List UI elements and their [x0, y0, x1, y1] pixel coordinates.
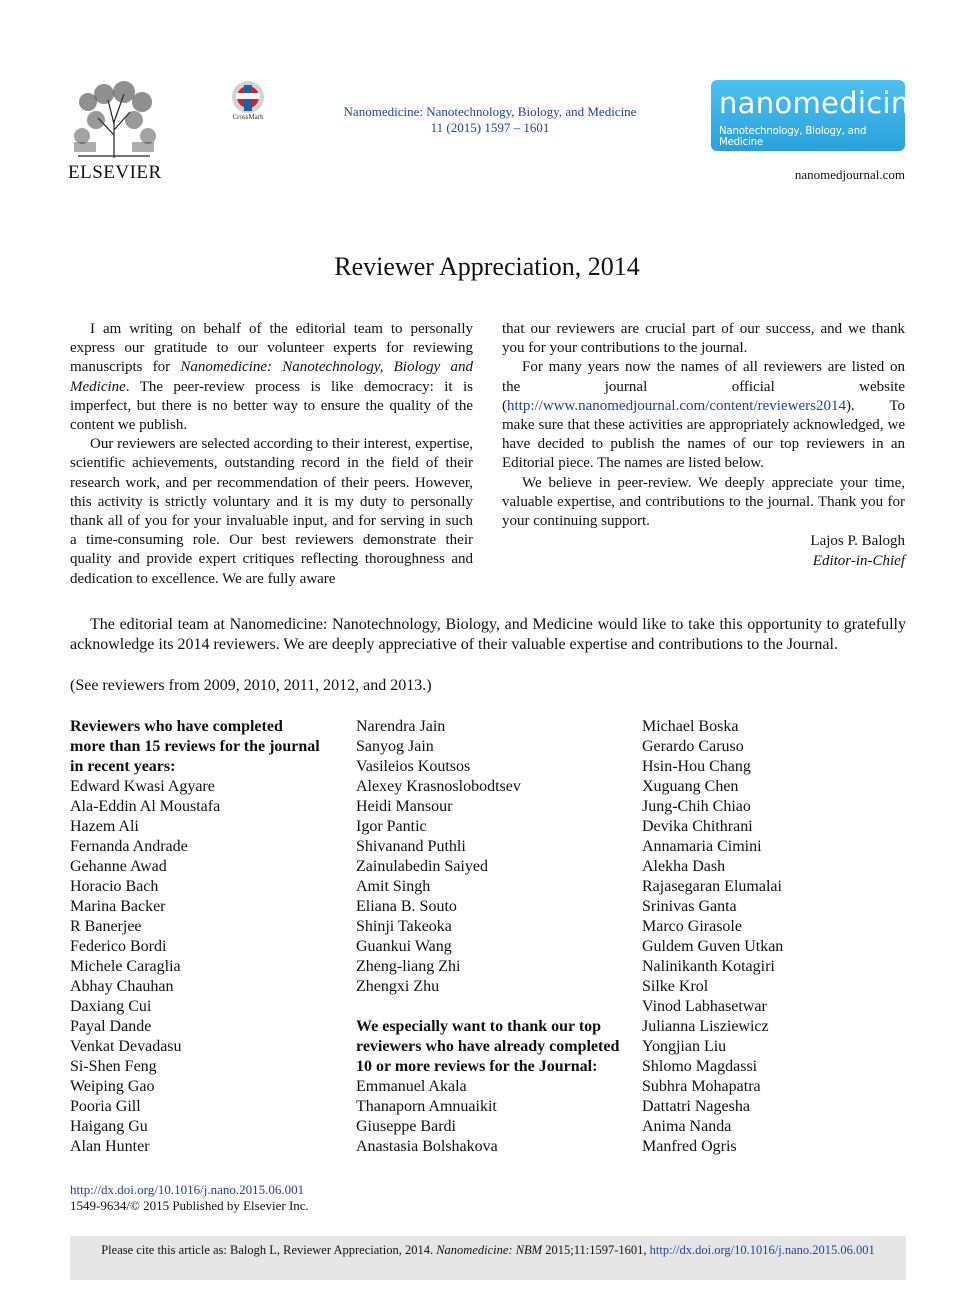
- reviewer-name: Si-Shen Feng: [70, 1058, 157, 1075]
- intro-paragraph-3: For many years now the names of all reviewers are listed on the journal official website (http://www.nanomedjournal.com/content/reviewers2014). To make sure that these activities are appropriately acknowledged, we have decided to publish the names of our top reviewers in an Editorial piece. The names are listed below.: [502, 359, 905, 472]
- intro-left-column: [70, 320, 473, 589]
- reviewer-name: Michael Boska: [642, 718, 739, 735]
- reviewer-heading-15plus: Reviewers who have completed more than 15 reviews for the journal in recent years:: [70, 718, 320, 775]
- reviewer-name: Anastasia Bolshakova: [356, 1138, 498, 1155]
- reviewer-name: Abhay Chauhan: [70, 978, 174, 995]
- reviewer-name: Federico Bordi: [70, 938, 167, 955]
- issn-copyright: 1549-9634/© 2015 Published by Elsevier Inc.: [70, 1198, 309, 1213]
- reviewer-name: Nalinikanth Kotagiri: [642, 958, 775, 975]
- reviewer-name: Julianna Lisziewicz: [642, 1018, 769, 1035]
- reviewer-name: Annamaria Cimini: [642, 838, 762, 855]
- intro-paragraph-2-continued: that our reviewers are crucial part of our success, and we thank you for your contributions to the journal.: [502, 321, 905, 357]
- reviewer-name: Alan Hunter: [70, 1138, 150, 1155]
- reviewer-name: Haigang Gu: [70, 1118, 148, 1135]
- reviewer-name: Zheng-liang Zhi: [356, 958, 461, 975]
- reviewer-name: Sanyog Jain: [356, 738, 434, 755]
- reviewer-list-column-1: [70, 717, 320, 1157]
- citation-doi-link[interactable]: http://dx.doi.org/10.1016/j.nano.2015.06.001: [649, 1243, 875, 1257]
- crossmark-label: CrossMark: [232, 113, 264, 121]
- reviewer-name: Payal Dande: [70, 1018, 152, 1035]
- intro-paragraph-1: I am writing on behalf of the editorial team to personally express our gratitude to our volunteer experts for reviewing manuscripts for Nanomedicine: Nanotechnology, Biology and Medicine. The peer-review process is like democracy: it is imperfect, but there is no better way to ensure the quality of the content we publish.: [70, 321, 473, 434]
- reviewer-name: Jung-Chih Chiao: [642, 798, 751, 815]
- reviewer-name: Marco Girasole: [642, 918, 742, 935]
- reviewer-name: Gerardo Caruso: [642, 738, 744, 755]
- reviewer-name: Guankui Wang: [356, 938, 452, 955]
- reviewer-name: Weiping Gao: [70, 1078, 155, 1095]
- reviewer-name: Pooria Gill: [70, 1098, 141, 1115]
- reviewer-name: Venkat Devadasu: [70, 1038, 182, 1055]
- intro-paragraph-2: Our reviewers are selected according to their interest, expertise, scientific achievements, outstanding record in the field of their research work, and per recommendation of their peers. However, this activity is strictly voluntary and it is my duty to personally thank all of you for your invaluable input, and for serving in such a time-consuming role. Our best reviewers demonstrate their quality and provide expert critiques reflecting thoroughness and dedication to excellence. We are fully aware: [70, 436, 473, 587]
- doi-link[interactable]: http://dx.doi.org/10.1016/j.nano.2015.06.001: [70, 1182, 305, 1197]
- signer-title: Editor-in-Chief: [812, 553, 905, 569]
- reviewer-name: Ala-Eddin Al Moustafa: [70, 798, 221, 815]
- reviewer-name: Daxiang Cui: [70, 998, 152, 1015]
- reviewer-name: Gehanne Awad: [70, 858, 167, 875]
- reviewer-name: Igor Pantic: [356, 818, 427, 835]
- reviewer-name: Zhengxi Zhu: [356, 978, 440, 995]
- reviewer-name: R Banerjee: [70, 918, 142, 935]
- reviewer-name: Hsin-Hou Chang: [642, 758, 751, 775]
- banner-title: nanomedicine: [719, 86, 928, 120]
- reviewer-list-column-3: [642, 717, 902, 1157]
- reviewer-name: Alekha Dash: [642, 858, 726, 875]
- reviewer-name: Silke Krol: [642, 978, 709, 995]
- reviewer-name: Emmanuel Akala: [356, 1078, 467, 1095]
- reviewer-name: Shlomo Magdassi: [642, 1058, 758, 1075]
- reviewer-name: Rajasegaran Elumalai: [642, 878, 782, 895]
- reviewer-name: Shinji Takeoka: [356, 918, 452, 935]
- acknowledgement-paragraph: The editorial team at Nanomedicine: Nanotechnology, Biology, and Medicine would like to take this opportunity to gratefully acknowledge its 2014 reviewers. We are deeply appreciative of their valuable expertise and contributions to the Journal.: [70, 616, 906, 653]
- signature: [700, 531, 905, 571]
- journal-banner[interactable]: [711, 80, 928, 151]
- reviewer-name: Horacio Bach: [70, 878, 159, 895]
- journal-website[interactable]: nanomedjournal.com: [794, 167, 905, 182]
- reviewer-name: Devika Chithrani: [642, 818, 753, 835]
- journal-name[interactable]: Nanomedicine: Nanotechnology, Biology, and Medicine: [343, 104, 637, 119]
- reviewer-name: Dattatri Nagesha: [642, 1098, 750, 1115]
- reviewer-name: Shivanand Puthli: [356, 838, 466, 855]
- citation-bar: Please cite this article as: Balogh L, Reviewer Appreciation, 2014. Nanomedicine: NBM 2015;11:1597-1601, http://dx.doi.org/10.1016/j.nano.2015.06.001: [70, 1236, 906, 1280]
- reviewer-name: Michele Caraglia: [70, 958, 181, 975]
- intro-paragraph-4: We believe in peer-review. We deeply appreciate your time, valuable expertise, and contributions to the journal. Thank you for your continuing support.: [502, 474, 905, 530]
- previous-reviewers-note: (See reviewers from 2009, 2010, 2011, 2012, and 2013.): [70, 677, 432, 694]
- reviewer-name: Eliana B. Souto: [356, 898, 457, 915]
- signer-name: Lajos P. Balogh: [810, 533, 905, 549]
- reviewer-name: Alexey Krasnoslobodtsev: [356, 778, 521, 795]
- reviewer-list-column-2: [356, 717, 626, 1157]
- intro-right-column: [502, 320, 905, 531]
- journal-issue[interactable]: 11 (2015) 1597 – 1601: [430, 120, 550, 135]
- reviewer-name: Vinod Labhasetwar: [642, 998, 767, 1015]
- reviewer-name: Anima Nanda: [642, 1118, 732, 1135]
- reviewer-name: Giuseppe Bardi: [356, 1118, 456, 1135]
- reviewer-name: Heidi Mansour: [356, 798, 453, 815]
- reviewer-name: Marina Backer: [70, 898, 166, 915]
- reviewer-name: Zainulabedin Saiyed: [356, 858, 488, 875]
- reviewer-name: Manfred Ogris: [642, 1138, 737, 1155]
- publisher-name: ELSEVIER: [68, 162, 162, 183]
- reviewer-heading-10plus: We especially want to thank our top reviewers who have already completed 10 or more reviews for the Journal:: [356, 1018, 620, 1075]
- reviewer-name: Vasileios Koutsos: [356, 758, 471, 775]
- reviewer-name: Narendra Jain: [356, 718, 446, 735]
- reviewer-name: Hazem Ali: [70, 818, 139, 835]
- reviewer-name: Thanaporn Amnuaikit: [356, 1098, 497, 1115]
- journal-citation: [300, 104, 680, 136]
- reviewer-name: Fernanda Andrade: [70, 838, 188, 855]
- reviewer-name: Xuguang Chen: [642, 778, 739, 795]
- article-title: Reviewer Appreciation, 2014: [334, 252, 640, 281]
- reviewer-name: Amit Singh: [356, 878, 431, 895]
- reviewer-name: Edward Kwasi Agyare: [70, 778, 215, 795]
- reviewer-name: Srinivas Ganta: [642, 898, 737, 915]
- reviewers-link[interactable]: http://www.nanomedjournal.com/content/reviewers2014: [507, 397, 846, 414]
- banner-subtitle: Nanotechnology, Biology, and Medicine: [719, 126, 867, 148]
- reviewer-name: Subhra Mohapatra: [642, 1078, 761, 1095]
- reviewer-name: Yongjian Liu: [642, 1038, 727, 1055]
- reviewer-name: Guldem Guven Utkan: [642, 938, 784, 955]
